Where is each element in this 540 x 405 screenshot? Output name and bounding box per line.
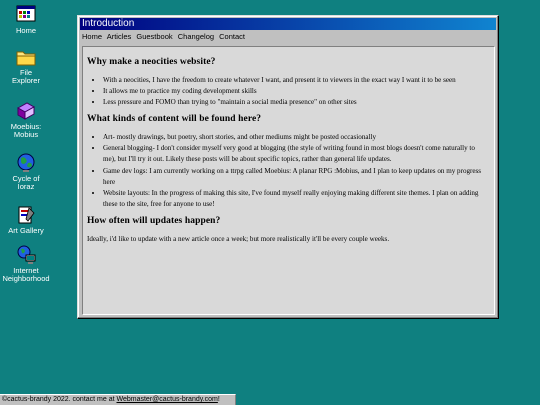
bullet-list — [87, 75, 489, 108]
desktop-icon-label: Moebius: Mobius — [10, 122, 42, 139]
network-icon — [15, 244, 37, 266]
list-item: • Less pressure and FOMO than trying to "maintain a social media presence" on other sites — [103, 97, 489, 108]
globe-icon — [15, 152, 37, 174]
desktop-icon-label: Art Gallery — [8, 226, 44, 235]
footer-text: ©cactus-brandy 2022. contact me at — [2, 396, 117, 403]
bullet-list — [87, 132, 489, 210]
list-item: • General blogging- I don't consider myself very good at blogging (the style of writing found in most blogs doesn't come naturally to me), but I'll try it out. Likely these posts will be about specific topics, rather than general life updates. — [103, 143, 489, 165]
home-window-icon — [15, 4, 37, 26]
desktop-icon-file-explorer[interactable] — [0, 46, 52, 90]
paint-icon — [15, 204, 37, 226]
menu-item-changelog[interactable]: Changelog — [177, 32, 215, 41]
desktop-icon-label: File Explorer — [12, 68, 40, 85]
folder-icon — [15, 46, 37, 68]
desktop-icon-label: Home — [15, 26, 36, 35]
desktop-icon-internet-neighborhood[interactable] — [0, 244, 52, 288]
footer-suffix: ! — [217, 396, 220, 403]
footer-bar — [0, 394, 236, 405]
desktop-icon-cycle-of-ioraz[interactable] — [0, 152, 52, 196]
article-content[interactable] — [82, 46, 495, 315]
menu-item-contact[interactable]: Contact — [219, 32, 245, 41]
desktop-icons — [0, 4, 52, 288]
list-item: • Website layouts: In the progress of making this site, I've found myself really enjoying making different site themes. I plan on adding these to the site, free for anyone to use! — [103, 188, 489, 210]
list-item: • With a neocities, I have the freedom to create whatever I want, and present it to viewers in the exact way I want it to be seen — [103, 75, 489, 86]
desktop-icon-label: Cycle of Ioraz — [12, 174, 40, 191]
list-item: • It allows me to practice my coding development skills — [103, 86, 489, 97]
list-item: • Game dev logs: I am currently working on a ttrpg called Moebius: A planar RPG :Mobius, and I plan to keep updates on my progress here — [103, 166, 489, 188]
email-link[interactable]: Webmaster@cactus-brandy.com — [116, 396, 218, 403]
menu-item-guestbook[interactable]: Guestbook — [136, 32, 173, 41]
desktop-icon-art-gallery[interactable] — [0, 204, 52, 248]
section-heading: What kinds of content will be found here? — [87, 114, 262, 125]
menu-item-home[interactable]: Home — [82, 32, 103, 41]
menu-item-articles[interactable]: Articles — [106, 32, 132, 41]
paragraph: Ideally, i'd like to update with a new article once a week; but more realistically it'll be every couple weeks. — [87, 234, 390, 243]
desktop-icon-label: Internet Neighborhood — [2, 266, 50, 283]
window-title: Introduction — [80, 18, 496, 30]
book-icon — [15, 100, 37, 122]
section-heading: How often will updates happen? — [87, 215, 221, 226]
menu-bar — [82, 31, 248, 42]
desktop-icon-home[interactable] — [0, 4, 52, 48]
section-heading: Why make a neocities website? — [87, 57, 216, 67]
list-item: • Art- mostly drawings, but poetry, short stories, and other mediums might be posted occasionally — [103, 132, 489, 143]
introduction-window — [77, 15, 499, 319]
desktop-icon-moebius[interactable] — [0, 100, 52, 144]
